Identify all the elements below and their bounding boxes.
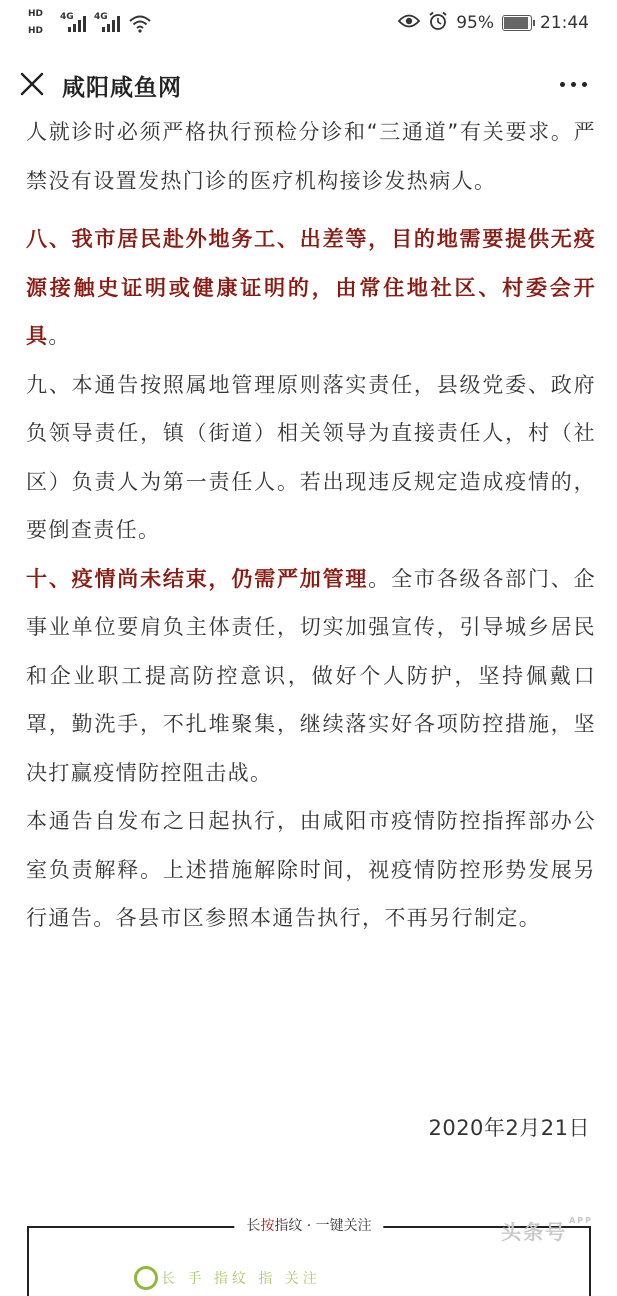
network-type-label: 4G: [60, 12, 74, 22]
battery-percent: 95%: [456, 13, 494, 33]
paragraph: [26, 555, 596, 798]
paragraph: 本通告自发布之日起执行，由咸阳市疫情防控指挥部办公室负责解释。上述措施解除时间，视疫情防控形势发展另行通告。各县市区参照本通告执行，不再另行制定。: [26, 809, 596, 930]
close-icon[interactable]: [19, 71, 45, 97]
more-icon[interactable]: [560, 82, 587, 87]
wifi-icon: [128, 14, 152, 39]
status-bar: [0, 0, 617, 46]
signal-icon: [68, 16, 86, 32]
article-body: [26, 108, 596, 943]
card-decoration-text: 长 手 指纹 指 关注: [161, 1271, 321, 1287]
watermark: 头条号 $^{APP}$: [501, 1216, 593, 1244]
page-title: 咸阳咸鱼网: [62, 75, 182, 101]
hd-icon: HD: [28, 9, 44, 19]
network-type-label: 4G: [94, 12, 108, 22]
publish-date: 2020年2月21日: [428, 1116, 590, 1140]
status-right: [398, 11, 589, 35]
battery-icon: [502, 15, 532, 31]
emphasis-text: 八、我市居民赴外地务工、出差等，目的地需要提供无疫源接触史证明或健康证明的，由常住地社区、村委会开具: [26, 227, 596, 348]
app-header: [0, 60, 617, 110]
follow-card-label: 长按指纹 · 一键关注: [234, 1215, 383, 1235]
alarm-icon: [428, 11, 448, 36]
emphasis-text: 十、疫情尚未结束，仍需严加管理: [26, 566, 369, 591]
paragraph-text: 。全市各级各部门、企事业单位要肩负主体责任，切实加强宣传，引导城乡居民和企业职工提高防控意识，做好个人防护，坚持佩戴口罩，勤洗手，不扎堆聚集，继续落实好各项防控措施，坚决打赢疫情防控阻击战。: [26, 566, 596, 785]
eye-comfort-icon: [398, 13, 420, 34]
clock: 21:44: [540, 13, 589, 33]
hd-icon: HD: [28, 26, 44, 36]
paragraph: [26, 215, 596, 361]
paragraph: 人就诊时必须严格执行预检分诊和“三通道”有关要求。严禁没有设置发热门诊的医疗机构接诊发热病人。: [26, 120, 596, 193]
paragraph-text: 。: [48, 324, 71, 348]
signal-icon: [102, 16, 120, 32]
paragraph: 九、本通告按照属地管理原则落实责任，县级党委、政府负领导责任，镇（街道）相关领导为直接责任人，村（社区）负责人为第一责任人。若出现违反规定造成疫情的，要倒查责任。: [26, 372, 596, 542]
circle-icon: [134, 1266, 158, 1290]
battery-level: [504, 17, 528, 29]
